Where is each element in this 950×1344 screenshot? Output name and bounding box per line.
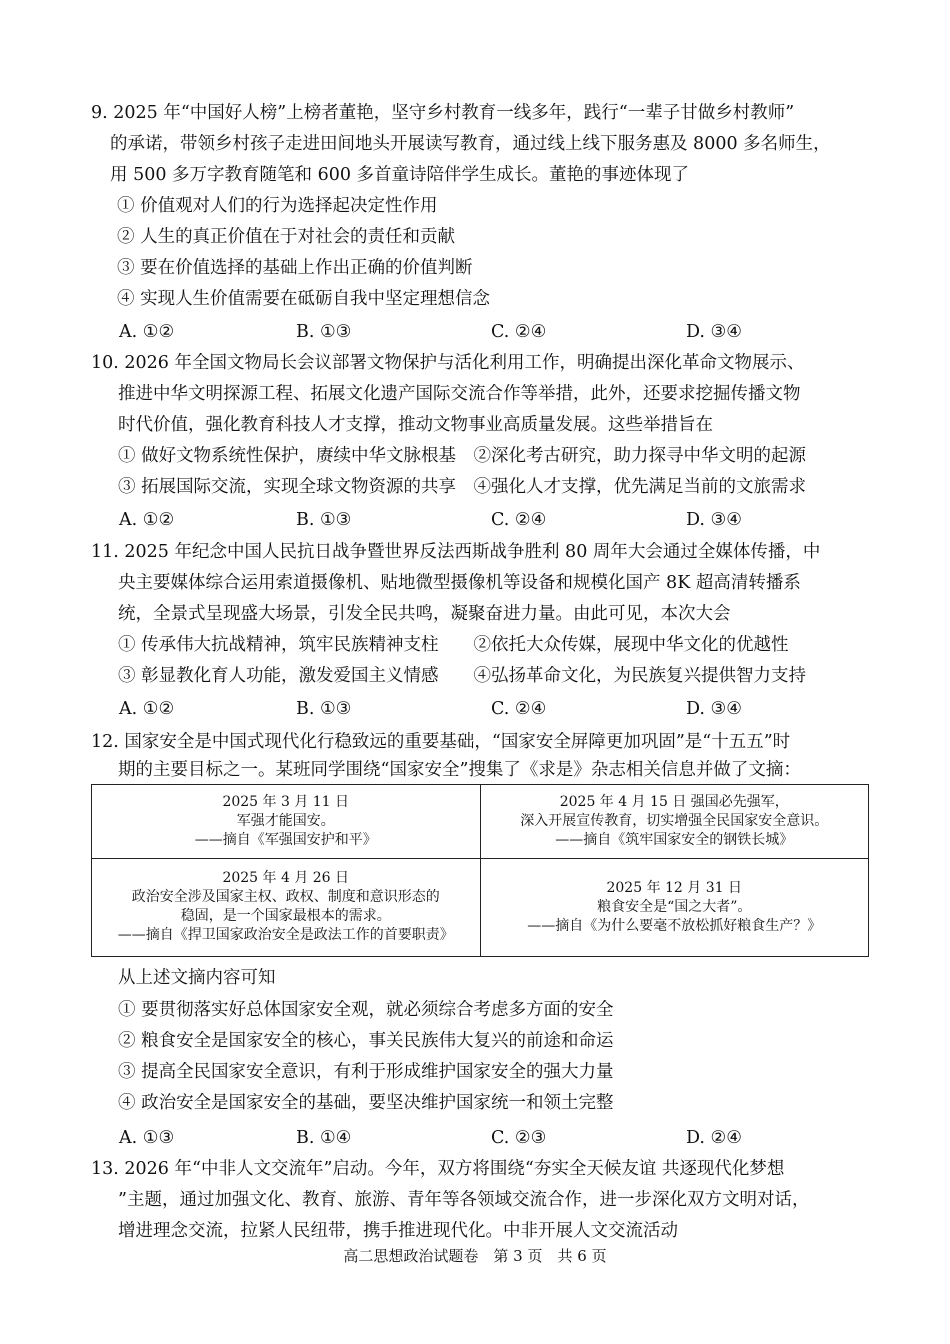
q11-choice-d: D. ③④ [686,699,742,719]
page-footer: 高二思想政治试题卷 第 3 页 共 6 页 [343,1247,607,1265]
q10-stem-line-1: 10. 2026 年全国文物局长会议部署文物保护与活化利用工作，明确提出深化革命文物展示、 [91,353,805,373]
q10-choice-b: B. ①③ [296,510,352,530]
q10-stem-line-2: 推进中华文明探源工程、拓展文化遗产国际交流合作等举措，此外，还要求挖掘传播文物 [118,384,801,404]
q9-choice-a: A. ①② [119,322,175,342]
excerpt-2-date: 2025 年 4 月 15 日 强国必先强军， [559,793,789,810]
q12-option-2: ② 粮食安全是国家安全的核心，事关民族伟大复兴的前途和命运 [118,1031,614,1051]
q11-choice-b: B. ①③ [296,699,352,719]
q9-choice-d: D. ③④ [686,322,742,342]
excerpt-3-date: 2025 年 4 月 26 日 [222,870,350,887]
excerpt-4-source: ——摘自《为什么要毫不放松抓好粮食生产？》 [527,917,822,934]
q10-options-row-1: ① 做好文物系统性保护，赓续中华文脉根基 ②深化考古研究，助力探寻中华文明的起源 [118,446,807,466]
q10-choice-a: A. ①② [119,510,175,530]
q12-option-1: ① 要贯彻落实好总体国家安全观，就必须综合考虑多方面的安全 [118,1000,614,1020]
q11-options-row-1: ① 传承伟大抗战精神，筑牢民族精神支柱 ②依托大众传媒，展现中华文化的优越性 [118,635,789,655]
q11-choice-a: A. ①② [119,699,175,719]
q12-choice-b: B. ①④ [296,1128,352,1148]
q11-choice-c: C. ②④ [491,699,547,719]
q12-option-3: ③ 提高全民国家安全意识，有利于形成维护国家安全的强大力量 [118,1062,614,1082]
q11-stem-line-1: 11. 2025 年纪念中国人民抗日战争暨世界反法西斯战争胜利 80 周年大会通过全媒体传播，中 [91,542,821,562]
excerpt-cell-1 [92,785,481,859]
q12-option-4: ④ 政治安全是国家安全的基础，要坚决维护国家统一和领土完整 [118,1093,614,1113]
q12-stem-after-table: 从上述文摘内容可知 [118,968,276,988]
q12-choice-a: A. ①③ [119,1128,175,1148]
q9-choice-c: C. ②④ [491,322,547,342]
q11-options-row-2: ③ 彰显教化育人功能，激发爱国主义情感 ④弘扬革命文化，为民族复兴提供智力支持 [118,666,807,686]
q11-stem-line-2: 央主要媒体综合运用索道摄像机、贴地微型摄像机等设备和规模化国产 8K 超高清转播系 [118,573,801,593]
q9-stem-line-1: 9. 2025 年“中国好人榜”上榜者董艳，坚守乡村教育一线多年，践行“一辈子甘做乡村教师” [91,103,795,123]
q9-stem-line-2: 的承诺，带领乡村孩子走进田间地头开展读写教育，通过线上线下服务惠及 8000 多名师生， [110,134,831,154]
q12-stem-line-1: 12. 国家安全是中国式现代化行稳致远的重要基础，“国家安全屏障更加巩固”是“十五五”时 [91,732,791,752]
q9-option-1: ① 价值观对人们的行为选择起决定性作用 [117,196,438,216]
q13-stem-line-3: 增进理念交流，拉紧人民纽带，携手推进现代化。中非开展人文交流活动 [118,1221,678,1241]
q10-choice-d: D. ③④ [686,510,742,530]
excerpt-cell-4 [480,858,869,956]
excerpt-2-text: 深入开展宣传教育，切实增强全民国家安全意识。 [520,812,829,829]
excerpt-3-source: ——摘自《捍卫国家政治安全是政法工作的首要职责》 [117,927,454,944]
q9-option-3: ③ 要在价值选择的基础上作出正确的价值判断 [117,258,473,278]
excerpt-4-text: 粮食安全是“国之大者”。 [597,898,752,915]
q9-stem-line-3: 用 500 多万字教育随笔和 600 多首童诗陪伴学生成长。董艳的事迹体现了 [110,165,690,185]
q10-choice-c: C. ②④ [491,510,547,530]
q12-choice-d: D. ②④ [686,1128,742,1148]
excerpt-4-date: 2025 年 12 月 31 日 [606,879,742,896]
excerpt-2-source: ——摘自《筑牢国家安全的钢铁长城》 [555,831,794,848]
excerpt-1-text: 军强才能国安。 [236,812,335,829]
excerpt-cell-2 [480,785,869,859]
excerpt-1-source: ——摘自《军强国安护和平》 [194,831,377,848]
excerpt-1-date: 2025 年 3 月 11 日 [222,793,350,810]
q10-stem-line-3: 时代价值，强化教育科技人才支撑，推动文物事业高质量发展。这些举措旨在 [118,415,713,435]
q11-stem-line-3: 统，全景式呈现盛大场景，引发全民共鸣，凝聚奋进力量。由此可见，本次大会 [118,604,731,624]
q13-stem-line-2: ”主题，通过加强文化、教育、旅游、青年等各领域交流合作，进一步深化双方文明对话， [118,1190,810,1210]
q9-choice-b: B. ①③ [296,322,352,342]
q9-option-4: ④ 实现人生价值需要在砥砺自我中坚定理想信念 [117,289,491,309]
excerpt-3-text-2: 稳固，是一个国家最根本的需求。 [180,908,391,925]
excerpt-table [91,784,869,957]
excerpt-cell-3 [92,858,481,956]
q9-option-2: ② 人生的真正价值在于对社会的责任和贡献 [117,227,456,247]
q13-stem-line-1: 13. 2026 年“中非人文交流年”启动。今年，双方将围绕“夯实全天候友谊 共逐现代化梦想 [91,1159,785,1179]
excerpt-3-text-1: 政治安全涉及国家主权、政权、制度和意识形态的 [131,889,440,906]
q12-stem-line-2: 期的主要目标之一。某班同学围绕“国家安全”搜集了《求是》杂志相关信息并做了文摘： [118,760,801,780]
q12-choice-c: C. ②③ [491,1128,547,1148]
q10-options-row-2: ③ 拓展国际交流，实现全球文物资源的共享 ④强化人才支撑，优先满足当前的文旅需求 [118,477,807,497]
